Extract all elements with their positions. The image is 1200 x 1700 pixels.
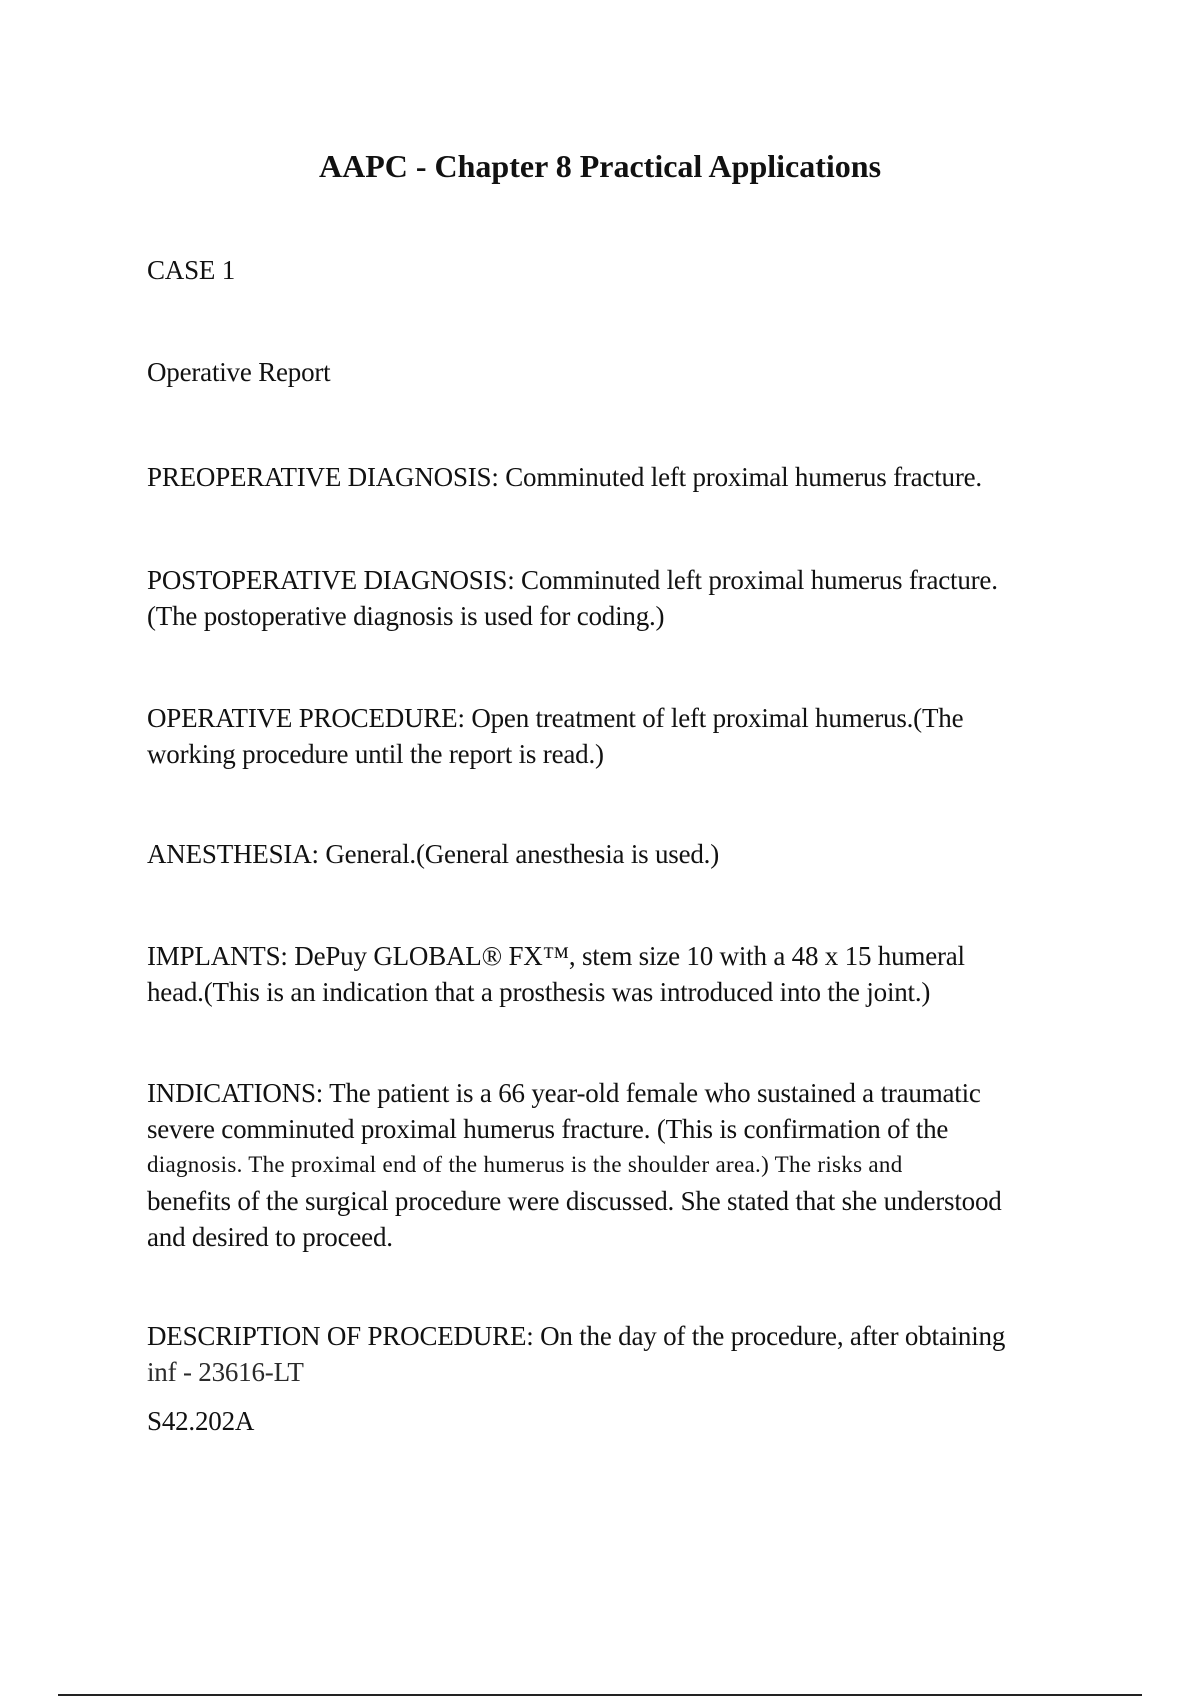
indications-line-4: benefits of the surgical procedure were discussed. She stated that she understood xyxy=(147,1186,1002,1216)
case-label xyxy=(147,252,1087,288)
preoperative-diagnosis-line-1: PREOPERATIVE DIAGNOSIS: Comminuted left proximal humerus fracture. xyxy=(147,462,982,492)
indications-line-2: severe comminuted proximal humerus fracture. (This is confirmation of the xyxy=(147,1114,949,1144)
postoperative-diagnosis-line-2: (The postoperative diagnosis is used for coding.) xyxy=(147,601,665,631)
indications xyxy=(147,1075,1087,1255)
operative-procedure xyxy=(147,700,1087,772)
implants-line-2: head.(This is an indication that a prosthesis was introduced into the joint.) xyxy=(147,977,931,1007)
description-line-2: inf - 23616-LT xyxy=(147,1357,304,1387)
anesthesia-line-1: ANESTHESIA: General.(General anesthesia is used.) xyxy=(147,839,720,869)
diagnosis-code xyxy=(147,1403,1087,1439)
postoperative-diagnosis-line-1: POSTOPERATIVE DIAGNOSIS: Comminuted left proximal humerus fracture. xyxy=(147,565,998,595)
page-title: AAPC - Chapter 8 Practical Applications xyxy=(318,148,882,184)
diagnosis-code-text: S42.202A xyxy=(147,1406,255,1436)
anesthesia xyxy=(147,836,1087,872)
indications-line-5: and desired to proceed. xyxy=(147,1222,393,1252)
preoperative-diagnosis xyxy=(147,459,1087,495)
indications-line-1: INDICATIONS: The patient is a 66 year-old female who sustained a traumatic xyxy=(147,1078,981,1108)
indications-line-3: diagnosis. The proximal end of the humerus is the shoulder area.) The risks and xyxy=(147,1152,903,1177)
operative-procedure-line-2: working procedure until the report is read.) xyxy=(147,739,604,769)
description-of-procedure xyxy=(147,1318,1087,1390)
implants-line-1: IMPLANTS: DePuy GLOBAL® FX™, stem size 10 with a 48 x 15 humeral xyxy=(147,941,965,971)
case-label-text: CASE 1 xyxy=(147,255,236,285)
description-line-1: DESCRIPTION OF PROCEDURE: On the day of the procedure, after obtaining xyxy=(147,1321,1006,1351)
report-type xyxy=(147,354,1087,390)
report-type-text: Operative Report xyxy=(147,357,331,387)
postoperative-diagnosis xyxy=(147,562,1087,634)
footer-divider xyxy=(58,1694,1142,1696)
operative-procedure-line-1: OPERATIVE PROCEDURE: Open treatment of left proximal humerus.(The xyxy=(147,703,964,733)
implants xyxy=(147,938,1087,1010)
